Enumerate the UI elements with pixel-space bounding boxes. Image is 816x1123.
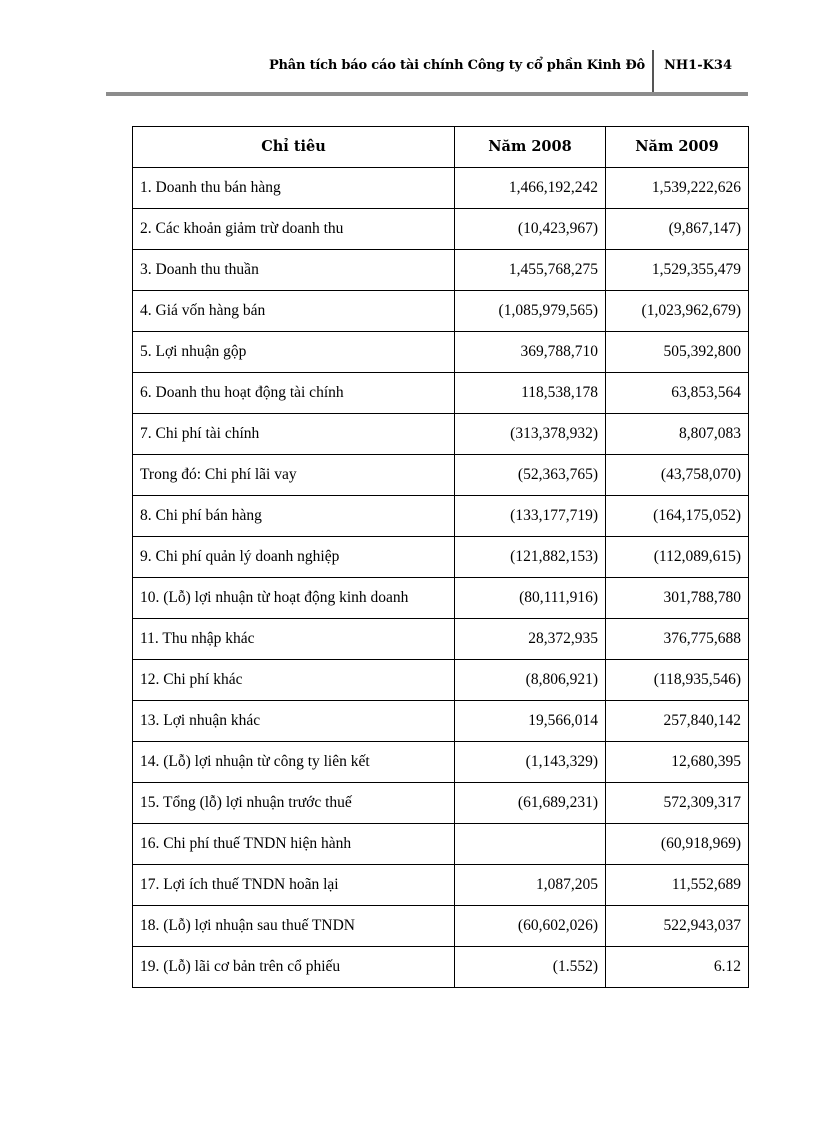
- value-2009: 572,309,317: [606, 783, 749, 824]
- value-2009: 1,539,222,626: [606, 168, 749, 209]
- value-2008: (61,689,231): [455, 783, 606, 824]
- value-2008: (1.552): [455, 947, 606, 988]
- value-2008: (10,423,967): [455, 209, 606, 250]
- page-header: [106, 50, 748, 92]
- table-row: [133, 947, 749, 988]
- value-2008: (1,143,329): [455, 742, 606, 783]
- value-2008: (133,177,719): [455, 496, 606, 537]
- column-header-2009: Năm 2009: [606, 127, 749, 168]
- row-label: 11. Thu nhập khác: [133, 619, 455, 660]
- value-2008: 1,466,192,242: [455, 168, 606, 209]
- row-label: 17. Lợi ích thuế TNDN hoãn lại: [133, 865, 455, 906]
- table-row: [133, 373, 749, 414]
- value-2008: (8,806,921): [455, 660, 606, 701]
- value-2009: 6.12: [606, 947, 749, 988]
- value-2009: (43,758,070): [606, 455, 749, 496]
- table-row: [133, 332, 749, 373]
- class-code: NH1-K34: [664, 58, 732, 73]
- value-2008: 118,538,178: [455, 373, 606, 414]
- row-label: 5. Lợi nhuận gộp: [133, 332, 455, 373]
- table-row: [133, 660, 749, 701]
- value-2008: 1,087,205: [455, 865, 606, 906]
- value-2009: 376,775,688: [606, 619, 749, 660]
- row-label: 14. (Lỗ) lợi nhuận từ công ty liên kết: [133, 742, 455, 783]
- value-2009: 505,392,800: [606, 332, 749, 373]
- row-label: 8. Chi phí bán hàng: [133, 496, 455, 537]
- value-2009: 301,788,780: [606, 578, 749, 619]
- row-label: 2. Các khoản giảm trừ doanh thu: [133, 209, 455, 250]
- table-row: [133, 619, 749, 660]
- value-2008: 1,455,768,275: [455, 250, 606, 291]
- table-row: [133, 824, 749, 865]
- row-label: 6. Doanh thu hoạt động tài chính: [133, 373, 455, 414]
- value-2009: 63,853,564: [606, 373, 749, 414]
- value-2009: 257,840,142: [606, 701, 749, 742]
- row-label: 1. Doanh thu bán hàng: [133, 168, 455, 209]
- value-2008: (80,111,916): [455, 578, 606, 619]
- value-2009: (112,089,615): [606, 537, 749, 578]
- value-2009: 8,807,083: [606, 414, 749, 455]
- value-2009: (9,867,147): [606, 209, 749, 250]
- table-row: [133, 291, 749, 332]
- column-header-indicator: Chỉ tiêu: [133, 127, 455, 168]
- value-2009: (1,023,962,679): [606, 291, 749, 332]
- value-2008: (1,085,979,565): [455, 291, 606, 332]
- value-2008: 28,372,935: [455, 619, 606, 660]
- table-header-row: [133, 127, 749, 168]
- row-label: 12. Chi phí khác: [133, 660, 455, 701]
- value-2008: [455, 824, 606, 865]
- header-rule: [106, 92, 748, 96]
- header-divider: [652, 50, 654, 92]
- table-row: [133, 537, 749, 578]
- row-label: 4. Giá vốn hàng bán: [133, 291, 455, 332]
- row-label: Trong đó: Chi phí lãi vay: [133, 455, 455, 496]
- value-2008: (121,882,153): [455, 537, 606, 578]
- value-2009: (60,918,969): [606, 824, 749, 865]
- value-2008: (60,602,026): [455, 906, 606, 947]
- table-row: [133, 414, 749, 455]
- value-2008: 369,788,710: [455, 332, 606, 373]
- table-row: [133, 250, 749, 291]
- row-label: 18. (Lỗ) lợi nhuận sau thuế TNDN: [133, 906, 455, 947]
- row-label: 19. (Lỗ) lãi cơ bản trên cổ phiếu: [133, 947, 455, 988]
- table-row: [133, 455, 749, 496]
- column-header-2008: Năm 2008: [455, 127, 606, 168]
- table-row: [133, 865, 749, 906]
- value-2009: 1,529,355,479: [606, 250, 749, 291]
- row-label: 9. Chi phí quản lý doanh nghiệp: [133, 537, 455, 578]
- table-row: [133, 742, 749, 783]
- value-2008: (313,378,932): [455, 414, 606, 455]
- value-2009: (118,935,546): [606, 660, 749, 701]
- table-row: [133, 496, 749, 537]
- value-2009: 12,680,395: [606, 742, 749, 783]
- table-row: [133, 783, 749, 824]
- row-label: 15. Tổng (lỗ) lợi nhuận trước thuế: [133, 783, 455, 824]
- value-2008: (52,363,765): [455, 455, 606, 496]
- table-row: [133, 578, 749, 619]
- table-row: [133, 701, 749, 742]
- income-statement-table: [132, 126, 749, 988]
- table-row: [133, 906, 749, 947]
- row-label: 7. Chi phí tài chính: [133, 414, 455, 455]
- value-2009: (164,175,052): [606, 496, 749, 537]
- row-label: 16. Chi phí thuế TNDN hiện hành: [133, 824, 455, 865]
- value-2009: 522,943,037: [606, 906, 749, 947]
- table-row: [133, 209, 749, 250]
- table-body: [133, 168, 749, 988]
- value-2008: 19,566,014: [455, 701, 606, 742]
- row-label: 10. (Lỗ) lợi nhuận từ hoạt động kinh doanh: [133, 578, 455, 619]
- row-label: 3. Doanh thu thuần: [133, 250, 455, 291]
- row-label: 13. Lợi nhuận khác: [133, 701, 455, 742]
- document-title: Phân tích báo cáo tài chính Công ty cổ phần Kinh Đô: [268, 58, 645, 73]
- table-row: [133, 168, 749, 209]
- value-2009: 11,552,689: [606, 865, 749, 906]
